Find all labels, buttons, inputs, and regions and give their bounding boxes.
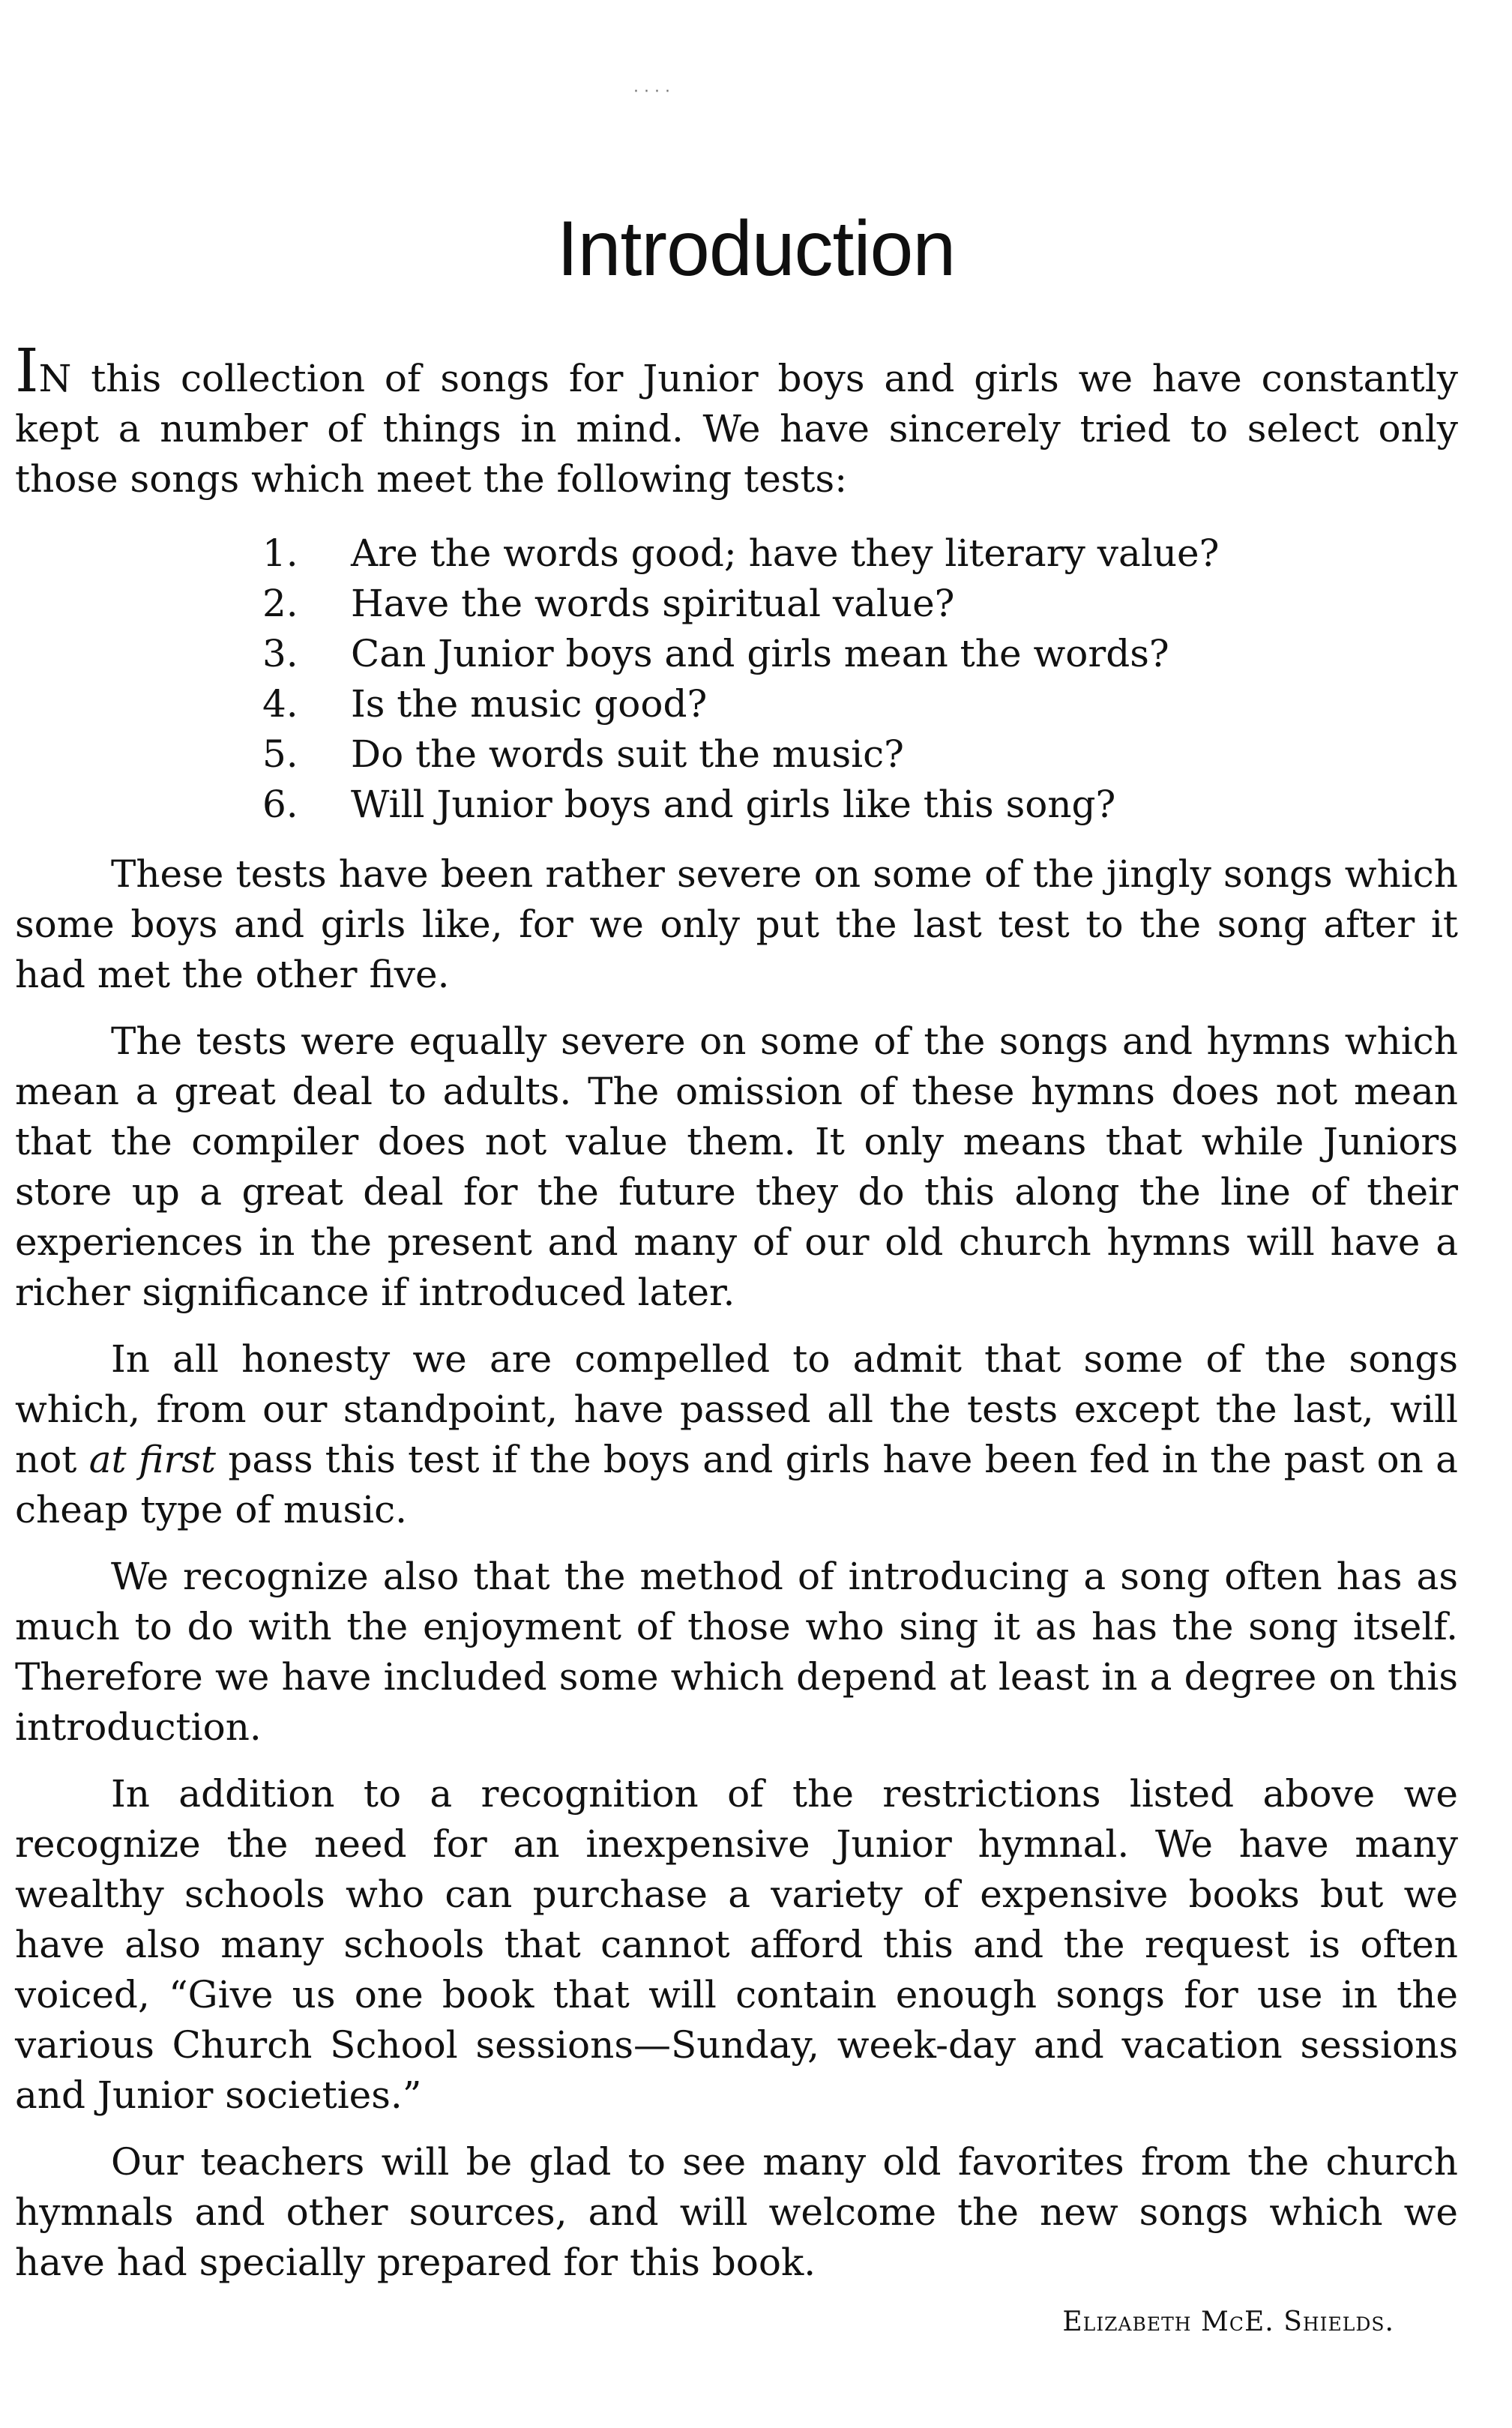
test-item (262, 528, 1458, 579)
test-item (262, 729, 1458, 780)
paragraph-teachers: Our teachers will be glad to see many old favorites from the church hymnals and other sources, and will welcome the new songs which we have had specially prepared for this book. (15, 2140, 1458, 2284)
test-item (262, 629, 1458, 679)
scan-speck-dots: · · · · (633, 82, 670, 101)
test-text: Have the words spiritual value? (351, 582, 955, 625)
drop-cap: I (15, 336, 39, 406)
emphasis-at-first: at first (88, 1438, 216, 1481)
test-number: 4. (262, 682, 298, 726)
test-item (262, 579, 1458, 629)
paragraph-hymns-adults: The tests were equally severe on some of the songs and hymns which mean a great deal to adults. The omission of these hymns does not mean that the compiler does not value them. It only means that while Juniors store up a great deal for the future they do this along the line of their experiences in the present and many of our old church hymns will have a richer significance if introduced later. (15, 1019, 1458, 1314)
paragraph-inexpensive-hymnal: In addition to a recognition of the restrictions listed above we recognize the need for an inexpensive Junior hymnal. We have many wealthy schools who can purchase a variety of expensive books but we have also many schools that cannot afford this and the request is often voiced, “Give us one book that will contain enough songs for use in the various Church School sessions—Sunday, week-day and vacation sessions and Junior societies.” (15, 1772, 1458, 2117)
author-signature: Elizabeth McE. Shields. (1062, 2307, 1394, 2337)
opening-text: this collection of songs for Junior boys and girls we have constantly kept a number of things in mind. We have sincerely tried to select only those songs which meet the following tests: (15, 357, 1458, 501)
paragraph-tests-severe: These tests have been rather severe on some of the jingly songs which some boys and girls like, for we only put the last test to the song after it had met the other five. (15, 852, 1458, 996)
test-number: 2. (262, 582, 298, 625)
test-text: Do the words suit the music? (351, 732, 904, 776)
tests-list (15, 528, 1458, 830)
paragraph-honesty-start: In all honesty we are compelled to admit that some of the songs which, from our standpoint, have passed all the tests except the last, will not (15, 1337, 1458, 1481)
test-text: Are the words good; have they literary value? (351, 531, 1220, 575)
body-text (15, 336, 1458, 2304)
test-text: Is the music good? (351, 682, 708, 726)
paragraph-honesty (15, 1334, 1458, 1535)
page-title: Introduction (556, 205, 956, 292)
opening-lead-letter: N (38, 357, 72, 400)
test-text: Can Junior boys and girls mean the words? (351, 632, 1169, 675)
paragraph-honesty-end: pass this test if the boys and girls have been fed in the past on a cheap type of music. (15, 1438, 1458, 1531)
test-number: 5. (262, 732, 298, 776)
test-text: Will Junior boys and girls like this song? (351, 783, 1116, 826)
test-item (262, 679, 1458, 729)
opening-paragraph (15, 336, 1458, 504)
test-number: 6. (262, 783, 298, 826)
test-number: 1. (262, 531, 298, 575)
test-item (262, 780, 1458, 830)
test-number: 3. (262, 632, 298, 675)
paragraph-method: We recognize also that the method of introducing a song often has as much to do with the enjoyment of those who sing it as has the song itself. Therefore we have included some which depend at least in a degree on this introduction. (15, 1555, 1458, 1749)
